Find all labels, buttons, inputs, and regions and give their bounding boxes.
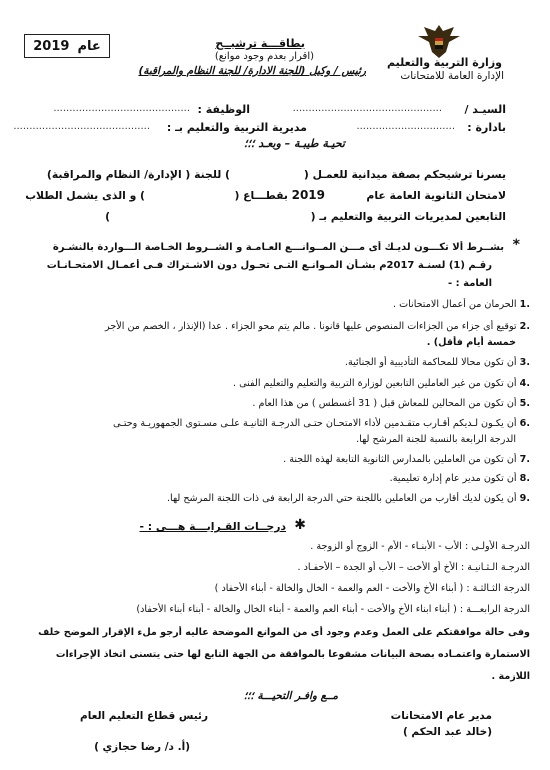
kinship-fourth-degree: الدرجة الرابعـــة : ( أبناء ابناء الأخ والأخت - أبناء العم والعمة - أبناء الخال والخالة - أبناء أبناء الأحفاد) [136, 604, 530, 615]
impediment-item [18, 417, 530, 430]
impediment-number: .6 [519, 418, 530, 429]
impediment-continuation: الدرجة الرابعة بالنسبة للجنة المرشح لها. [356, 434, 516, 445]
impediment-text: أن يكـون لـديكم أقـارب متقـدمين لأداء الامتحـان حتـى الدرجـة الثانيـة علـى مسـتوى الجمهوريـة وحتـى [113, 418, 517, 429]
asterisk-icon: * [512, 237, 520, 253]
closing-line2: الاستمارة واعتمـاده بصحة البيانات مشفوعا بالموافقة من الجهة التابع لها حتى يتسنى اتخاذ الإجراءات [55, 649, 530, 660]
intro-line2-c: ) و الذى يشمل الطلاب [25, 189, 145, 202]
impediment-item [18, 472, 530, 485]
closing-line3: اللازمة . [491, 671, 530, 682]
condition-line3: العامة : - [448, 278, 492, 289]
directorate-dots: ........................................... [13, 121, 150, 132]
impediment-item [18, 453, 530, 466]
signature-left-name: (أ. د/ رضا حجازي ) [94, 741, 190, 753]
kinship-heading: درجــات القـرابـــة هـــى : - [139, 520, 286, 533]
impediment-item [18, 298, 530, 311]
impediment-text: توقيع أى جزاء من الجزاءات المنصوص عليها قانونا . مالم يتم محو الجزاء . عدا (الإنذار ، الخصم من الأجر [105, 321, 517, 332]
impediment-number: .9 [519, 493, 530, 504]
name-dots: ............................................... [292, 103, 442, 114]
impediment-text: أن تكون من العاملين بالمدارس الثانوية التابعة لهذه اللجنة . [283, 454, 517, 465]
year-label: عام [77, 38, 101, 54]
name-label: السيـد / [464, 103, 506, 116]
impediment-item [18, 320, 530, 333]
impediment-item [18, 492, 530, 505]
impediment-text: أن تكون من المحالين للمعاش قبل ( 31 أغسطس ) من هذا العام . [252, 398, 517, 409]
impediment-number: .4 [519, 378, 530, 389]
intro-line2-a: لامتحان الثانوية العامة عام [366, 189, 506, 202]
impediment-number: .5 [519, 398, 530, 409]
job-label: الوظيفة : [197, 103, 250, 116]
committee-line: رئيس / وكيل (للجنة الادارة/ للجنة النظام والمراقبة) [138, 65, 366, 77]
department-dots: ............................... [356, 121, 455, 132]
impediment-item [18, 397, 530, 410]
card-subtitle: (اقرار بعدم وجود موانع) [214, 51, 314, 62]
year-value: 2019 [33, 38, 70, 54]
impediment-item [18, 356, 530, 369]
intro-line2-b: بقطـــاع ( [234, 189, 288, 202]
impediment-number: .1 [519, 299, 530, 310]
egypt-eagle-emblem-icon [416, 22, 462, 60]
directorate-label: مديرية التربية والتعليم بـ : [166, 121, 307, 134]
year-box [24, 34, 110, 58]
closing-line1: وفى حالة موافقتكم على العمل وعدم وجود أى من الموانع الموضحة عاليه أرجو ملء الإقرار الموضح خلف [38, 627, 530, 638]
impediment-number: .8 [519, 473, 530, 484]
impediment-number: .2 [519, 321, 530, 332]
condition-line2: رقـم (1) لسنـة 2017م بشـأن المـوانـع التـى تحـول دون الاشـتراك فـى أعمـال الامتحـانـات [46, 260, 492, 271]
impediment-number: .7 [519, 454, 530, 465]
impediment-text: أن يكون لديك أقارب من العاملين باللجنة حتي الدرجة الرابعة فى ذات اللجنة المرشح لها. [166, 493, 517, 504]
impediment-item [18, 377, 530, 390]
greeting: تحيـة طيبـة – وبعـد ؛؛؛ [243, 137, 345, 150]
regards: مــع وافـر التحيـــة ؛؛؛ [243, 690, 338, 702]
signature-right-title: مدير عام الامتحانات [390, 710, 492, 722]
kinship-first-degree: الدرجـة الأولـى : الأب - الأبنـاء - الأم - الزوج أو الزوجة . [310, 541, 530, 552]
intro-line3-b: ) [105, 210, 110, 223]
intro-line2-year: 2019 [291, 188, 325, 202]
kinship-second-degree: الدرجـة الـثـانيـة : الأخ أو الأخت – الأب أو الجدة – الأحفـاد . [297, 562, 530, 573]
intro-line1-b: ) للجنة ( الإدارة/ النظام والمراقبة) [46, 168, 230, 181]
signature-right-name: (خالد عبد الحكم ) [402, 726, 492, 738]
job-dots: ........................................... [53, 103, 190, 114]
signature-left-title: رئيس قطاع التعليم العام [80, 710, 208, 722]
impediment-text: أن تكون مدير عام إدارة تعليمية. [389, 473, 517, 484]
intro-line1-a: يسرنا ترشيحكم بصفة ميدانية للعمـل ( [303, 168, 506, 181]
department-label: بادارة : [467, 121, 506, 134]
impediment-text: أن تكون محالا للمحاكمة التأديبية أو الجنائية. [344, 357, 517, 368]
intro-line3-a: التابعين لمديريات التربية والتعليم بـ ( [310, 210, 506, 223]
administration-name: الإدارة العامة للامتحانات [400, 70, 504, 82]
impediment-continuation: خمسة أيام فأقل) . [426, 337, 516, 348]
impediment-text: أن تكون من غير العاملين التابعين لوزارة التربية والتعليم والتعليم الفنى . [233, 378, 517, 389]
condition-line1: بشــرط ألا تكـــون لديـك أى مـــن المــوانـــع العـامـة و الشــروط الخـاصة الـــواردة بالنشـرة [52, 242, 504, 253]
ministry-name: وزارة التربية والتعليم [387, 56, 502, 69]
kinship-third-degree: الدرجة الثـالثـة : ( أبناء الأخ والأخت - العم والعمة - الخال والخالة - أبناء الأحفاد ) [214, 583, 530, 594]
asterisk-icon: ✱ [294, 517, 306, 533]
card-title: بطاقـــة ترشيــح [215, 37, 305, 50]
impediment-number: .3 [519, 357, 530, 368]
impediment-text: الحرمان من أعمال الامتحانات . [392, 299, 517, 310]
